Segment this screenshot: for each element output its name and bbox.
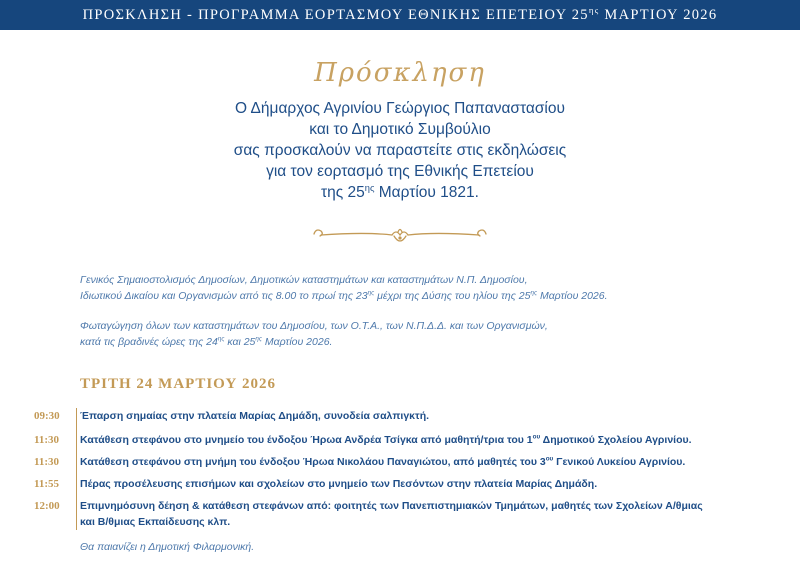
schedule-time: 12:00 [34,500,60,512]
invitation-text [0,98,800,203]
invitation-line-5-sup: ης [364,182,375,193]
note-1-line-2-sup-2: ης [530,289,538,297]
invitation-line-5-b: Μαρτίου 1821. [374,184,479,201]
schedule-event [80,454,780,470]
schedule-event [80,498,780,530]
flourish-ornament-icon [310,224,490,246]
header-title-end: ΜΑΡΤΙΟΥ 2026 [599,7,718,23]
schedule-event: Έπαρση σημαίας στην πλατεία Μαρίας Δημάδη, συνοδεία σαλπιγκτή. [80,410,430,422]
notes-section [80,272,780,364]
schedule-time: 09:30 [34,410,60,422]
schedule-event-sup: ου [545,455,554,463]
invitation-line-3: σας προσκαλούν να παραστείτε στις εκδηλώσεις [233,142,567,159]
schedule-event-a: Κατάθεση στεφάνου στη μνήμη του ένδοξου Ήρωα Νικολάου Παναγιώτου, από μαθητές του 3 [80,456,546,468]
note-2-line-2-a: κατά τις βραδινές ώρες της 24 [80,336,218,348]
invitation-script-title: Πρόσκληση [314,58,486,88]
note-2-line-2-b: και 25 [224,336,256,348]
schedule-event-line-1: Επιμνημόσυνη δέηση & κατάθεση στεφάνων από: φοιτητές των Πανεπιστημιακών Τμημάτων, μαθητές των Σχολείων Α/θμιας [80,500,703,512]
schedule-event-sup: ου [532,433,541,441]
invitation-line-4: για τον εορτασμό της Εθνικής Επετείου [266,163,534,180]
schedule-divider-line [76,408,77,530]
note-1-line-2-c: Μαρτίου 2026. [537,290,608,302]
invitation-line-5-a: της 25 [321,184,365,201]
note-1-line-1: Γενικός Σημαιοστολισμός Δημοσίων, Δημοτικών καταστημάτων και καταστημάτων Ν.Π. Δημοσίου, [80,274,528,286]
schedule-time: 11:30 [34,434,60,446]
schedule-event-line-2: και Β/θμιας Εκπαίδευσης κλπ. [80,516,231,528]
header-title: ΠΡΟΣΚΛΗΣΗ - ΠΡΟΓΡΑΜΜΑ ΕΟΡΤΑΣΜΟΥ ΕΘΝΙΚΗΣ ΕΠΕΤΕΙΟΥ 25 [82,7,589,23]
note-2-line-2-sup-1: ης [217,335,225,343]
schedule-time: 11:30 [34,456,60,468]
invitation-line-2: και το Δημοτικό Συμβούλιο [309,121,491,138]
note-2-line-1: Φωταγώγηση όλων των καταστημάτων του Δημοσίου, των Ο.Τ.Α., των Ν.Π.Δ.Δ. και των Οργανισμών, [80,320,548,332]
header-title-sup: ης [588,5,600,16]
header-title-bar [0,0,800,30]
note-flag-decoration [80,272,780,304]
note-1-line-2-sup-1: ης [367,289,375,297]
note-2-line-2-c: Μαρτίου 2026. [261,336,333,348]
note-2-line-2-sup-2: ης [255,335,262,343]
schedule-event-b: Γενικού Λυκείου Αγρινίου. [553,456,686,468]
schedule-event [80,432,780,448]
note-illumination [80,318,780,350]
footer-note: Θα παιανίζει η Δημοτική Φιλαρμονική. [80,541,255,553]
note-1-line-2-a: Ιδιωτικού Δικαίου και Οργανισμών από τις 8.00 το πρωί της 23 [80,290,368,302]
invitation-line-1: Ο Δήμαρχος Αγρινίου Γεώργιος Παπαναστασίου [235,100,565,117]
schedule-event-b: Δημοτικού Σχολείου Αγρινίου. [540,434,692,446]
note-1-line-2-b: μέχρι της Δύσης του ηλίου της 25 [374,290,531,302]
invitation-line-5 [0,182,800,203]
schedule-event-a: Κατάθεση στεφάνου στο μνημείο του ένδοξου Ήρωα Ανδρέα Τσίγκα από μαθητή/τρια του 1 [80,434,533,446]
day-heading: ΤΡΙΤΗ 24 ΜΑΡΤΙΟΥ 2026 [80,376,277,392]
schedule-event: Πέρας προσέλευσης επισήμων και σχολείων στο μνημείο των Πεσόντων στην πλατεία Μαρίας Δημάδη. [80,478,598,490]
note-1-line-2 [80,288,780,304]
schedule-time: 11:55 [34,478,60,490]
note-2-line-2 [80,334,780,350]
